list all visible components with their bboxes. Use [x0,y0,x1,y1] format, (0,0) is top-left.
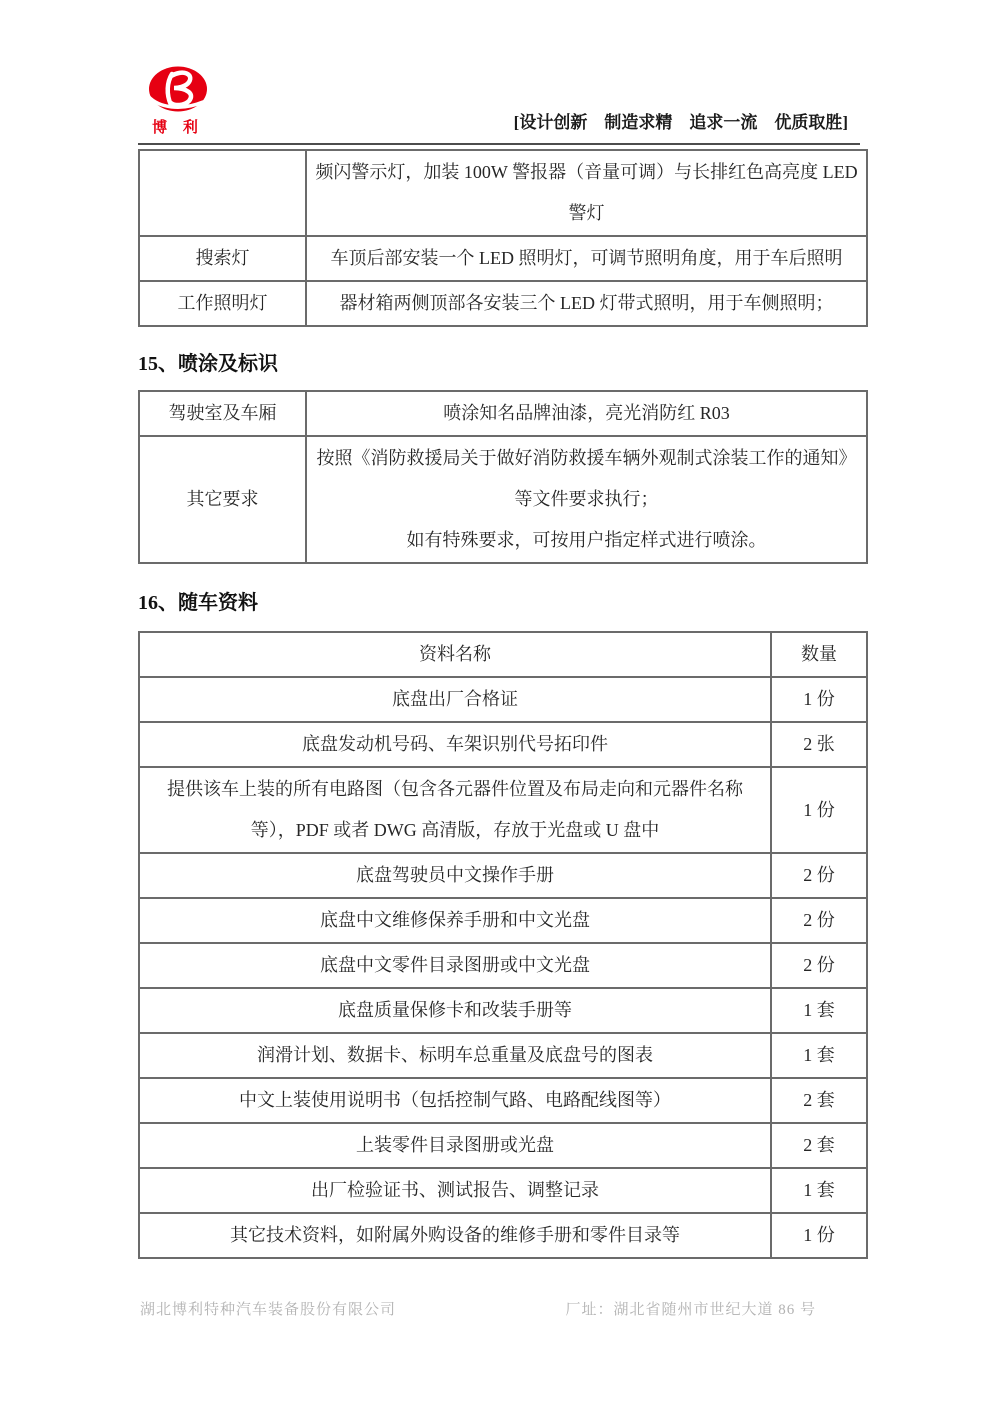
table-row [139,1168,867,1213]
content-line: 按照《消防救援局关于做好消防救援车辆外观制式涂装工作的通知》等文件要求执行； [316,448,857,509]
table-row [139,898,867,943]
painting-table [138,390,868,564]
table-row [139,853,867,898]
row-content: 频闪警示灯，加装 100W 警报器（音量可调）与长排红色高亮度 LED 警灯 [306,150,867,236]
document-qty: 2 份 [771,898,867,943]
document-qty: 1 份 [771,677,867,722]
document-name: 上装零件目录图册或光盘 [139,1123,771,1168]
document-name: 提供该车上装的所有电路图（包含各元器件位置及布局走向和元器件名称等），PDF 或者 DWG 高清版，存放于光盘或 U 盘中 [139,767,771,853]
logo-wordmark: 博 利 [152,120,204,136]
table-row [139,436,867,563]
document-qty: 1 份 [771,767,867,853]
documents-table [138,631,868,1259]
section-title-documents: 16、随车资料 [138,592,258,614]
document-name: 出厂检验证书、测试报告、调整记录 [139,1168,771,1213]
row-content: 器材箱两侧顶部各安装三个 LED 灯带式照明，用于车侧照明； [306,281,867,326]
document-qty: 2 份 [771,853,867,898]
document-qty: 1 套 [771,988,867,1033]
table-row [139,767,867,853]
document-qty: 2 张 [771,722,867,767]
row-label: 驾驶室及车厢 [139,391,306,436]
table-row [139,943,867,988]
row-content: 车顶后部安装一个 LED 照明灯，可调节照明角度，用于车后照明 [306,236,867,281]
table-row [139,988,867,1033]
row-content: 喷涂知名品牌油漆，亮光消防红 R03 [306,391,867,436]
document-name: 底盘中文零件目录图册或中文光盘 [139,943,771,988]
row-label: 工作照明灯 [139,281,306,326]
column-header-qty: 数量 [771,632,867,677]
company-tagline: [设计创新 制造求精 追求一流 优质取胜] [513,113,848,132]
document-name: 底盘中文维修保养手册和中文光盘 [139,898,771,943]
document-name: 底盘质量保修卡和改装手册等 [139,988,771,1033]
row-label: 搜索灯 [139,236,306,281]
document-name: 中文上装使用说明书（包括控制气路、电路配线图等） [139,1078,771,1123]
document-name: 润滑计划、数据卡、标明车总重量及底盘号的图表 [139,1033,771,1078]
table-row [139,281,867,326]
page-footer [140,1298,868,1319]
table-row [139,722,867,767]
document-name: 其它技术资料，如附属外购设备的维修手册和零件目录等 [139,1213,771,1258]
document-name: 底盘驾驶员中文操作手册 [139,853,771,898]
section-title-painting: 15、喷涂及标识 [138,353,278,375]
lights-table [138,149,868,327]
row-content [306,436,867,563]
document-qty: 2 套 [771,1123,867,1168]
document-qty: 1 套 [771,1168,867,1213]
content-line: 如有特殊要求，可按用户指定样式进行喷涂。 [406,530,767,550]
document-qty: 1 份 [771,1213,867,1258]
page-header [138,0,860,145]
column-header-name: 资料名称 [139,632,771,677]
document-name: 底盘发动机号码、车架识别代号拓印件 [139,722,771,767]
document-qty: 2 套 [771,1078,867,1123]
table-row [139,1033,867,1078]
table-row [139,1123,867,1168]
row-label [139,150,306,236]
footer-factory-address: 厂址：湖北省随州市世纪大道 86 号 [565,1302,816,1318]
table-row [139,391,867,436]
table-row [139,150,867,236]
company-logo [138,66,218,137]
logo-icon [147,66,209,114]
table-row [139,1078,867,1123]
table-header-row [139,632,867,677]
row-label: 其它要求 [139,436,306,563]
table-row [139,677,867,722]
document-qty: 2 份 [771,943,867,988]
document-name: 底盘出厂合格证 [139,677,771,722]
document-qty: 1 套 [771,1033,867,1078]
table-row [139,1213,867,1258]
footer-company-name: 湖北博利特种汽车装备股份有限公司 [140,1302,397,1318]
table-row [139,236,867,281]
